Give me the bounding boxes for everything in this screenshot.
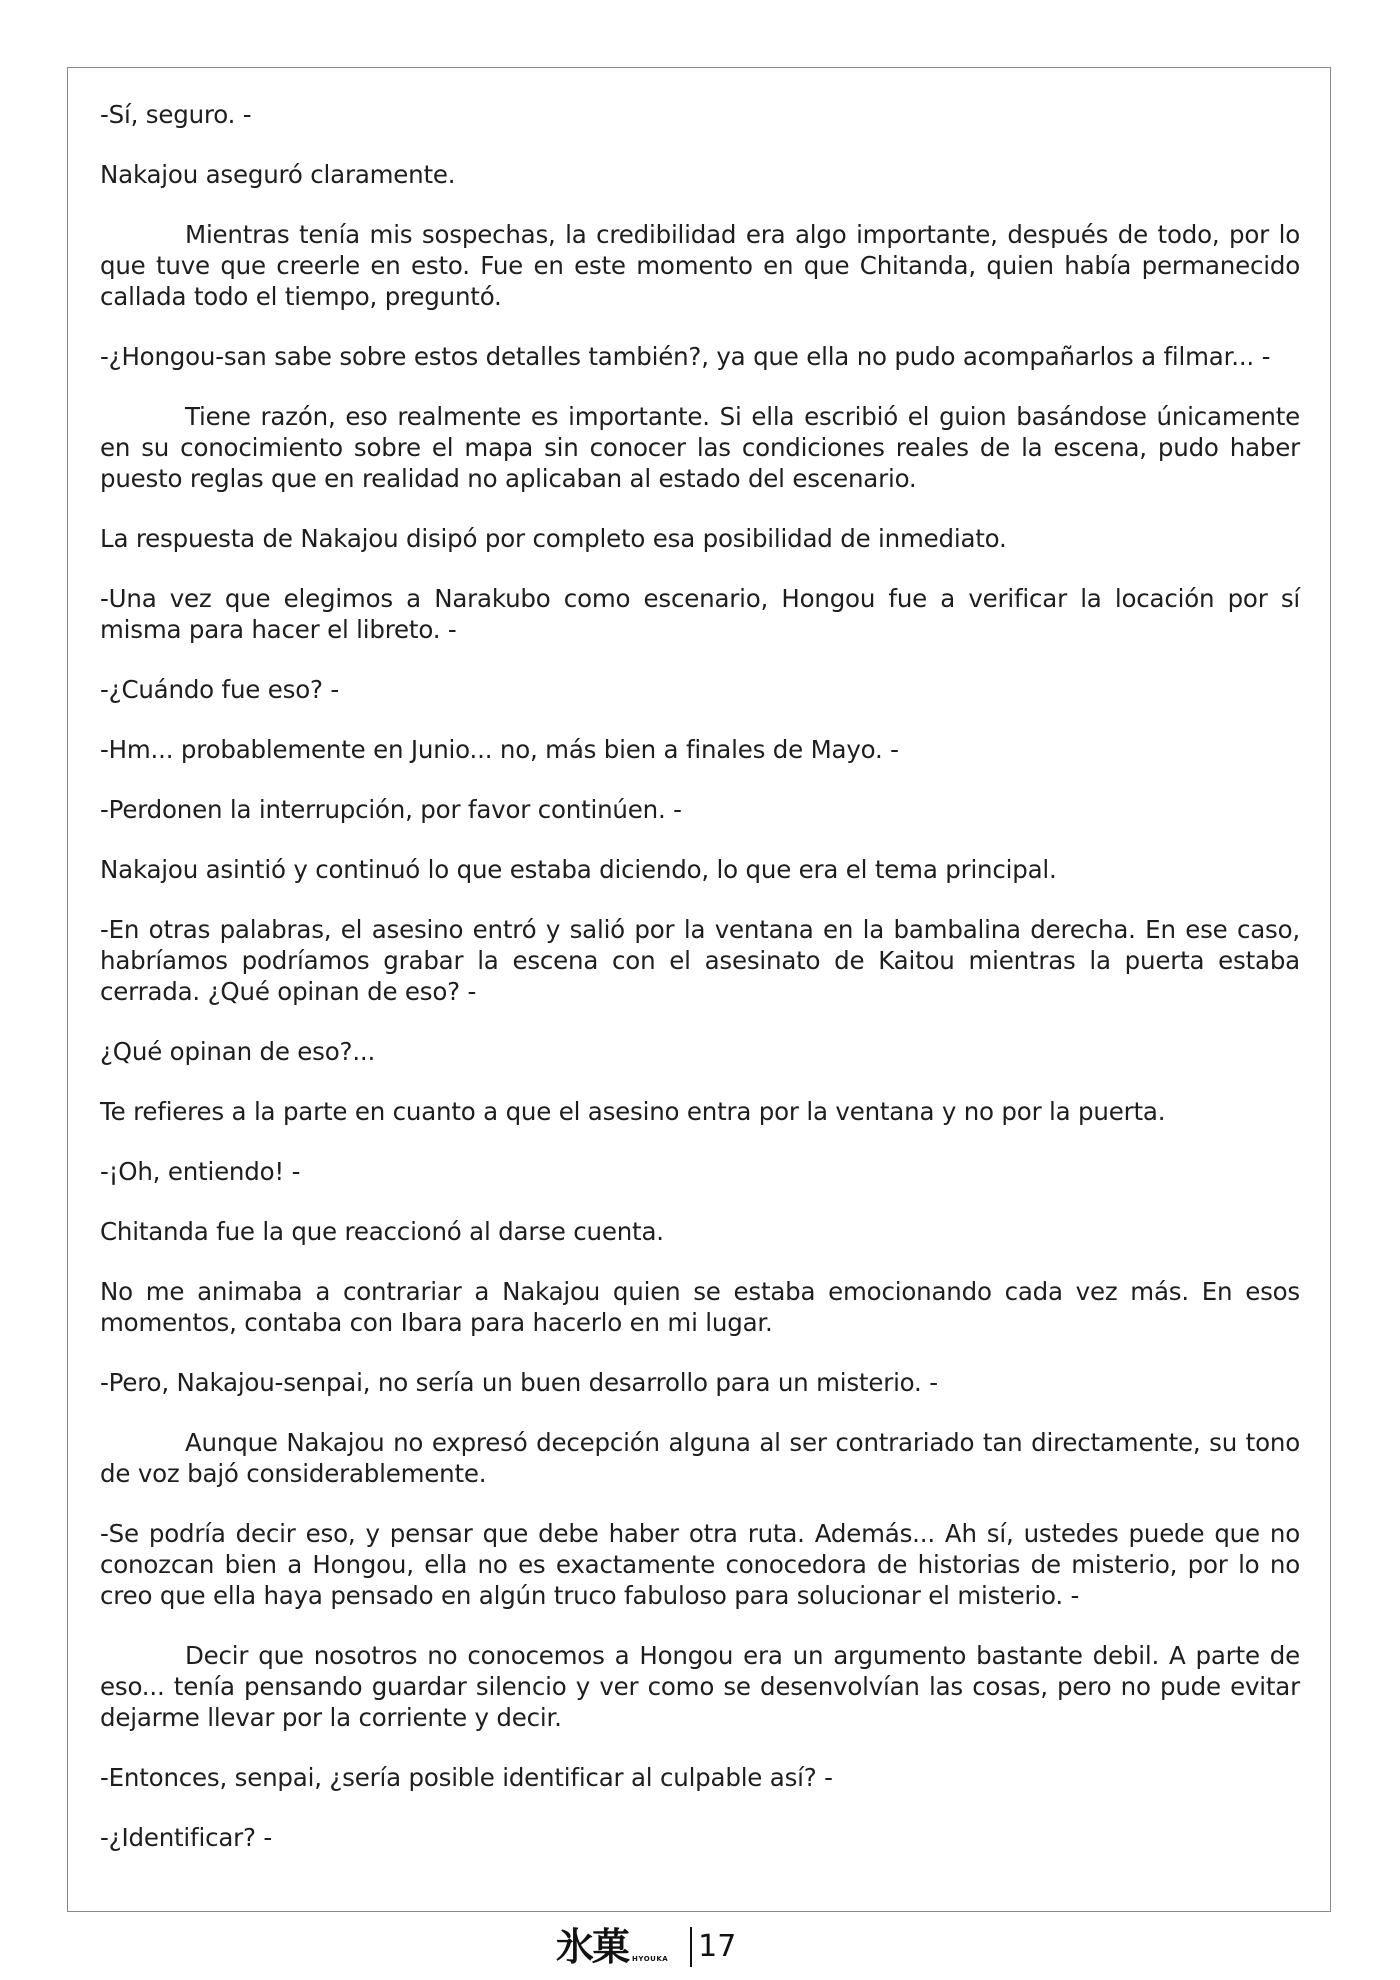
hyouka-logo — [556, 1924, 669, 1969]
paragraph: -¡Oh, entiendo! - — [100, 1157, 301, 1186]
page-number-divider — [690, 1927, 692, 1967]
paragraph: No me animaba a contrariar a Nakajou quien se estaba emocionando cada vez más. En esos momentos, contaba con Ibara para hacerlo en mi lugar. — [100, 1277, 1300, 1337]
paragraph: -Entonces, senpai, ¿sería posible identificar al culpable así? - — [100, 1763, 833, 1792]
paragraph: Te refieres a la parte en cuanto a que el asesino entra por la ventana y no por la puerta. — [100, 1097, 1166, 1126]
logo-romaji: HYOUKA — [632, 1955, 669, 1963]
paragraph: -Se podría decir eso, y pensar que debe haber otra ruta. Además... Ah sí, ustedes puede que no conozcan bien a Hongou, ella no es exactamente conocedora de historias de misterio, por lo no creo que ella haya pensado en algún truco fabuloso para solucionar el misterio. - — [100, 1519, 1300, 1610]
paragraph: Aunque Nakajou no expresó decepción alguna al ser contrariado tan directamente, su tono de voz bajó considerablemente. — [100, 1428, 1300, 1488]
logo-kanji: 氷菓 — [556, 1924, 629, 1969]
paragraph: ¿Qué opinan de eso?... — [100, 1037, 376, 1066]
paragraph: -¿Identificar? - — [100, 1823, 273, 1852]
paragraph: Nakajou aseguró claramente. — [100, 160, 456, 189]
paragraph: Tiene razón, eso realmente es importante. Si ella escribió el guion basándose únicamente en su conocimiento sobre el mapa sin conocer las condiciones reales de la escena, pudo haber puesto reglas que en realidad no aplicaban al estado del escenario. — [100, 402, 1300, 493]
paragraph: Decir que nosotros no conocemos a Hongou era un argumento bastante debil. A parte de eso... tenía pensando guardar silencio y ver como se desenvolvían las cosas, pero no pude evitar dejarme llevar por la corriente y decir. — [100, 1641, 1300, 1732]
paragraph: -Hm... probablemente en Junio... no, más bien a finales de Mayo. - — [100, 735, 899, 764]
document-body — [100, 99, 1300, 1882]
paragraph: -Perdonen la interrupción, por favor continúen. - — [100, 795, 682, 824]
paragraph: -Una vez que elegimos a Narakubo como escenario, Hongou fue a verificar la locación por sí misma para hacer el libreto. - — [100, 584, 1300, 644]
paragraph: La respuesta de Nakajou disipó por completo esa posibilidad de inmediato. — [100, 524, 1007, 553]
paragraph: Nakajou asintió y continuó lo que estaba diciendo, lo que era el tema principal. — [100, 855, 1057, 884]
paragraph: -¿Hongou-san sabe sobre estos detalles también?, ya que ella no pudo acompañarlos a filmar... - — [100, 342, 1271, 371]
paragraph: -Pero, Nakajou-senpai, no sería un buen desarrollo para un misterio. - — [100, 1368, 938, 1397]
paragraph: Chitanda fue la que reaccionó al darse cuenta. — [100, 1217, 664, 1246]
paragraph: -Sí, seguro. - — [100, 100, 252, 129]
paragraph: Mientras tenía mis sospechas, la credibilidad era algo importante, después de todo, por lo que tuve que creerle en esto. Fue en este momento en que Chitanda, quien había permanecido callada todo el tiempo, preguntó. — [100, 220, 1300, 311]
page-footer — [556, 1923, 736, 1971]
paragraph: -En otras palabras, el asesino entró y salió por la ventana en la bambalina derecha. En ese caso, habríamos podríamos grabar la escena con el asesinato de Kaitou mientras la puerta estaba cerrada. ¿Qué opinan de eso? - — [100, 915, 1300, 1006]
paragraph: -¿Cuándo fue eso? - — [100, 675, 340, 704]
page-number: 17 — [698, 1929, 737, 1964]
